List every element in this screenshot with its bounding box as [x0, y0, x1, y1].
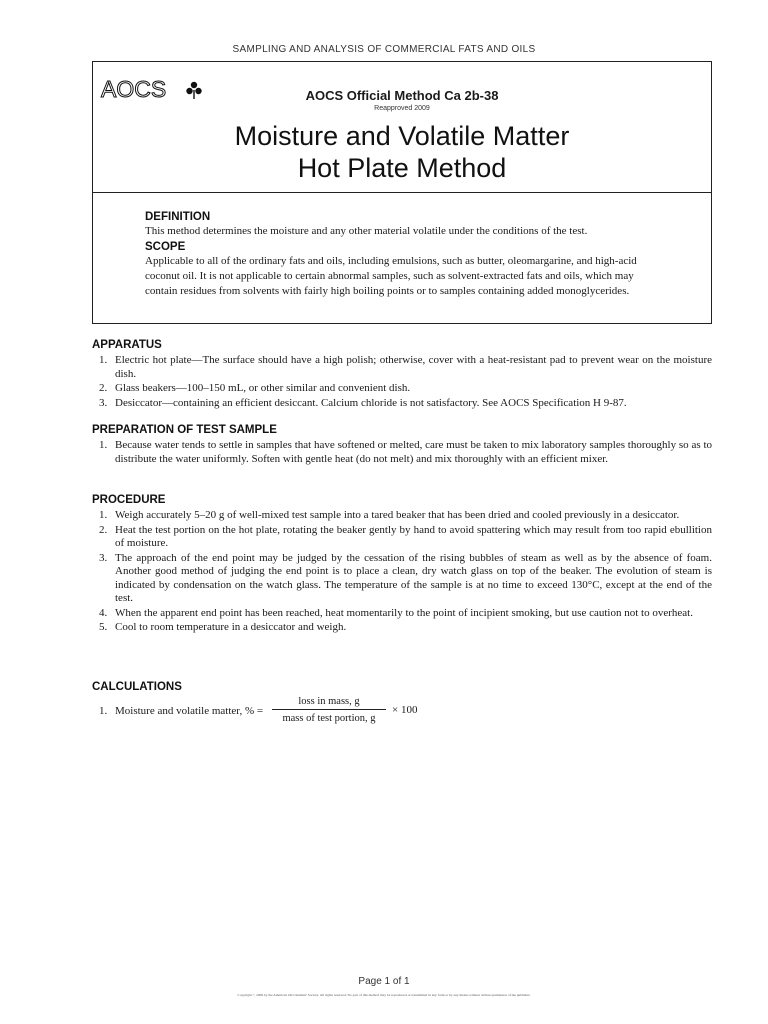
title-box: [92, 61, 712, 193]
preparation-list: [92, 439, 712, 466]
method-number: AOCS Official Method Ca 2b-38: [305, 88, 499, 103]
list-item: 3. Desiccator—containing an efficient desiccant. Calcium chloride is not satisfactory. See AOCS Specification H 9-87.: [99, 396, 627, 409]
list-item: 1. Because water tends to settle in samples that have softened or melted, care must be taken to mix laboratory samples thoroughly so as to distribute the water uniformly. Soften with gentle heat (do not melt) and mix thoroughly with an efficient mixer.: [99, 439, 712, 465]
list-item: 4. When the apparent end point has been reached, heat momentarily to the point of incipient smoking, but use caution not to overheat.: [99, 606, 693, 619]
running-header: SAMPLING AND ANALYSIS OF COMMERCIAL FATS AND OILS: [232, 44, 536, 55]
procedure-section: [92, 493, 712, 636]
copyright-notice: Copyright © 2009 by the American Oil Chemists' Society. All rights reserved. No part of this method may be reproduced or transmitted in any form or by any means without written permission of the publisher.: [237, 993, 531, 997]
fraction: [272, 696, 386, 724]
multiplier: × 100: [392, 704, 418, 716]
definition-scope-content: [145, 210, 665, 300]
preparation-heading: PREPARATION OF TEST SAMPLE: [92, 424, 277, 436]
list-item: 1. Weigh accurately 5–20 g of well-mixed test sample into a tared beaker that has been dried and cooled previously in a desiccator.: [99, 509, 680, 521]
calc-number: 1.: [99, 705, 108, 717]
apparatus-section: [92, 338, 712, 411]
calculations-section: [92, 680, 712, 730]
page-number: Page 1 of 1: [358, 976, 410, 987]
list-item: 5. Cool to room temperature in a desiccator and weigh.: [99, 621, 347, 633]
list-item: 3. The approach of the end point may be judged by the cessation of the rising bubbles of steam as well as by the absence of foam. Another good method of judging the end point is to place a clean, dry watch glass on top of the beaker. The evolution of steam is indicated by condensation on the watch glass. The temperature of the sample is at no time to exceed 130°C, except at the end of the test.: [99, 551, 712, 604]
preparation-section: [92, 423, 712, 467]
calculation-formula: [92, 696, 712, 730]
definition-heading: DEFINITION: [145, 211, 211, 223]
list-item: 2. Glass beakers—100–150 mL, or other similar and convenient dish.: [99, 382, 411, 394]
reapproved-note: Reapproved 2009: [374, 105, 430, 112]
apparatus-list: [92, 354, 712, 410]
list-item: 1. Electric hot plate—The surface should have a high polish; otherwise, cover with a heat-resistant pad to prevent wear on the moisture dish.: [99, 354, 712, 380]
definition-text: This method determines the moisture and any other material volatile under the conditions of the test.: [145, 225, 588, 237]
calc-lhs: Moisture and volatile matter, % =: [115, 705, 264, 717]
page-title: [93, 120, 711, 184]
logo-text: AOCS: [101, 76, 167, 102]
scope-heading: SCOPE: [145, 241, 186, 253]
apparatus-heading: APPARATUS: [92, 339, 162, 351]
definition-scope-box: [92, 192, 712, 324]
list-item: 2. Heat the test portion on the hot plate, rotating the beaker gently by hand to avoid spattering which may result from too rapid ebullition of moisture.: [99, 523, 712, 549]
calculations-heading: CALCULATIONS: [92, 681, 182, 693]
scope-text: Applicable to all of the ordinary fats and oils, including emulsions, such as butter, oleomargarine, and high-acid coconut oil. It is not applicable to certain abnormal samples, such as solvent-extracted fats and oils, which may contain residues from solvents with fairly high boiling points or to samples containing added monoglycerides.: [145, 255, 637, 297]
denominator: mass of test portion, g: [282, 713, 376, 724]
procedure-heading: PROCEDURE: [92, 494, 166, 506]
procedure-list: [92, 509, 712, 635]
numerator: loss in mass, g: [272, 696, 386, 710]
title-line-2: Hot Plate Method: [297, 153, 507, 183]
title-line-1: Moisture and Volatile Matter: [234, 121, 570, 151]
